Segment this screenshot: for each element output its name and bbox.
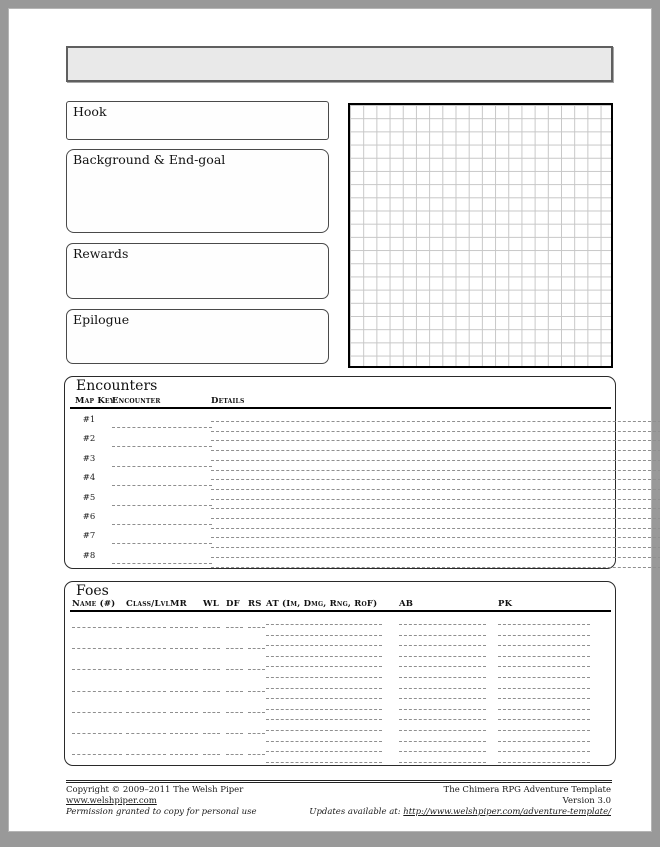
encounter-details-line: [211, 537, 660, 538]
foe-stat-line: [170, 733, 198, 734]
foe-text-line: [399, 730, 486, 731]
foe-stat-line: [203, 712, 220, 713]
foe-text-line: [399, 719, 486, 720]
foe-stat-line: [170, 669, 198, 670]
encounter-details-line: [211, 547, 660, 548]
foe-stat-line: [226, 648, 243, 649]
footer-right: [309, 785, 611, 818]
foe-stat-line: [248, 648, 265, 649]
foe-stat-line: [203, 733, 220, 734]
foe-text-line: [498, 751, 590, 752]
foe-stat-line: [72, 733, 122, 734]
encounter-map-key: #5: [82, 492, 96, 503]
footer-version: Version 3.0: [562, 796, 611, 806]
encounter-name-line: [112, 427, 212, 428]
encounter-map-key: #2: [82, 434, 96, 445]
foe-stat-line: [72, 648, 122, 649]
encounter-details-line: [211, 499, 660, 500]
foe-text-line: [498, 719, 590, 720]
foe-stat-line: [248, 754, 265, 755]
foe-text-line: [266, 709, 382, 710]
footer-left: [66, 785, 257, 818]
foes-header-rule: [70, 610, 611, 612]
encounter-details-line: [211, 431, 660, 432]
encounter-details-line: [211, 557, 660, 558]
foe-text-line: [266, 751, 382, 752]
foe-stat-line: [226, 691, 243, 692]
foe-text-line: [498, 656, 590, 657]
encounter-details-line: [211, 479, 660, 480]
foe-stat-line: [226, 733, 243, 734]
foe-stat-line: [72, 669, 122, 670]
foe-text-line: [399, 677, 486, 678]
rewards-label: Rewards: [73, 246, 129, 261]
foe-stat-line: [203, 691, 220, 692]
foes-col-at: AT (Im, Dmg, Rng, RoF): [266, 599, 378, 609]
foe-text-line: [266, 645, 382, 646]
foe-stat-line: [248, 627, 265, 628]
adventure-title-field: [66, 46, 613, 82]
foe-text-line: [266, 666, 382, 667]
foe-stat-line: [203, 669, 220, 670]
foe-stat-line: [170, 712, 198, 713]
encounter-name-line: [112, 466, 212, 467]
foe-text-line: [498, 666, 590, 667]
foes-col-mr: MR: [170, 599, 187, 609]
rewards-section: [66, 243, 329, 299]
hook-label: Hook: [73, 104, 107, 119]
encounter-details-line: [211, 489, 660, 490]
encounter-details-line: [211, 528, 660, 529]
foe-text-line: [498, 645, 590, 646]
foe-stat-line: [203, 627, 220, 628]
footer-divider: [66, 780, 612, 783]
foes-col-ab: AB: [399, 599, 414, 609]
foe-stat-line: [170, 754, 198, 755]
encounter-map-key: #6: [82, 512, 96, 522]
encounter-name-line: [112, 505, 212, 506]
map-grid: [348, 103, 613, 368]
footer-site-link[interactable]: www.welshpiper.com: [66, 796, 157, 806]
foes-col-wl: WL: [203, 599, 219, 609]
foes-col-classlvl: Class/Lvl: [126, 599, 170, 609]
foe-text-line: [498, 762, 590, 763]
foe-text-line: [399, 666, 486, 667]
foe-stat-line: [126, 733, 166, 734]
encounter-map-key: #3: [82, 453, 96, 464]
foe-text-line: [266, 719, 382, 720]
adventure-template-page: [8, 8, 652, 832]
foe-stat-line: [126, 691, 166, 692]
footer-copyright: Copyright © 2009–2011 The Welsh Piper: [66, 785, 244, 795]
foe-stat-line: [170, 648, 198, 649]
encounter-name-line: [112, 524, 212, 525]
background-endgoal-section: [66, 149, 329, 233]
encounters-col-encounter: Encounter: [112, 396, 161, 406]
foe-text-line: [399, 751, 486, 752]
encounter-map-key: #1: [82, 415, 96, 425]
foe-text-line: [498, 635, 590, 636]
foe-text-line: [399, 688, 486, 689]
foe-stat-line: [126, 712, 166, 713]
foe-text-line: [498, 624, 590, 625]
foe-text-line: [399, 624, 486, 625]
foe-text-line: [266, 762, 382, 763]
foe-stat-line: [248, 733, 265, 734]
foe-stat-line: [126, 669, 166, 670]
encounter-map-key: #7: [82, 531, 96, 542]
foe-text-line: [399, 698, 486, 699]
foes-col-name: Name (#): [72, 599, 116, 609]
foe-text-line: [399, 762, 486, 763]
footer-updates-link[interactable]: http://www.welshpiper.com/adventure-template/: [403, 807, 611, 817]
foe-text-line: [498, 741, 590, 742]
foe-text-line: [399, 635, 486, 636]
encounter-name-line: [112, 543, 212, 544]
encounters-header-rule: [70, 407, 611, 409]
foe-text-line: [266, 635, 382, 636]
foe-stat-line: [248, 691, 265, 692]
foe-text-line: [399, 656, 486, 657]
foe-stat-line: [203, 648, 220, 649]
foe-text-line: [498, 698, 590, 699]
foe-text-line: [498, 688, 590, 689]
foe-text-line: [266, 656, 382, 657]
encounter-name-line: [112, 446, 212, 447]
foe-stat-line: [226, 627, 243, 628]
foe-stat-line: [126, 648, 166, 649]
encounter-details-line: [211, 460, 660, 461]
encounter-map-key: #8: [82, 550, 96, 561]
foe-text-line: [266, 698, 382, 699]
foe-stat-line: [170, 691, 198, 692]
foe-text-line: [498, 677, 590, 678]
encounter-details-line: [211, 470, 660, 471]
foe-stat-line: [203, 754, 220, 755]
footer-template-name: The Chimera RPG Adventure Template: [443, 785, 611, 795]
encounters-col-map-key: Map Key: [75, 396, 115, 406]
footer-updates-label: Updates available at:: [309, 807, 401, 817]
encounters-panel: [64, 376, 616, 569]
foes-panel: [64, 581, 616, 766]
foe-text-line: [266, 677, 382, 678]
foe-text-line: [498, 709, 590, 710]
foe-text-line: [266, 624, 382, 625]
foe-stat-line: [126, 627, 166, 628]
foe-stat-line: [170, 627, 198, 628]
hook-section: [66, 101, 329, 140]
foe-text-line: [399, 741, 486, 742]
foe-text-line: [399, 709, 486, 710]
foe-text-line: [266, 741, 382, 742]
foe-stat-line: [72, 754, 122, 755]
foe-text-line: [498, 730, 590, 731]
encounter-details-line: [211, 567, 660, 568]
foes-col-pk: PK: [498, 599, 513, 609]
foe-text-line: [399, 645, 486, 646]
background-endgoal-label: Background & End-goal: [73, 152, 226, 167]
foe-stat-line: [72, 627, 122, 628]
foe-text-line: [266, 730, 382, 731]
foe-stat-line: [72, 712, 122, 713]
foe-stat-line: [226, 712, 243, 713]
encounter-map-key: #4: [82, 473, 96, 484]
footer-permission: Permission granted to copy for personal use: [66, 807, 257, 817]
encounter-details-line: [211, 421, 660, 422]
foe-stat-line: [226, 669, 243, 670]
foe-stat-line: [248, 669, 265, 670]
encounter-details-line: [211, 450, 660, 451]
encounter-name-line: [112, 485, 212, 486]
foe-stat-line: [126, 754, 166, 755]
foes-col-rs: RS: [248, 599, 262, 609]
foe-stat-line: [72, 691, 122, 692]
encounters-col-details: Details: [211, 396, 245, 406]
encounter-name-line: [112, 563, 212, 564]
encounter-details-line: [211, 440, 660, 441]
foe-text-line: [266, 688, 382, 689]
foes-col-df: DF: [226, 599, 240, 609]
foes-title: Foes: [76, 583, 109, 599]
encounter-details-line: [211, 518, 660, 519]
encounter-details-line: [211, 508, 660, 509]
foe-stat-line: [226, 754, 243, 755]
epilogue-section: [66, 309, 329, 364]
foe-stat-line: [248, 712, 265, 713]
encounters-title: Encounters: [76, 378, 158, 394]
epilogue-label: Epilogue: [73, 312, 130, 327]
